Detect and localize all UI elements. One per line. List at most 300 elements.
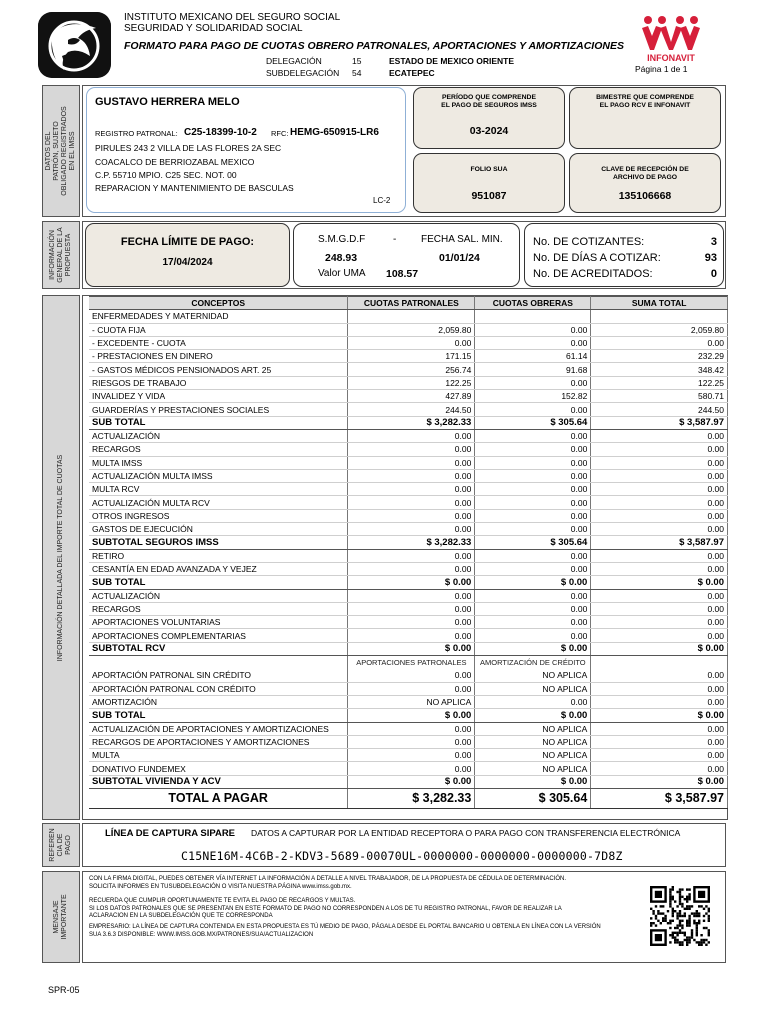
- qr-module: [650, 922, 652, 924]
- concept-cell: MULTA: [89, 749, 348, 762]
- amount-cell: 0.00: [348, 496, 475, 509]
- folio-value: 951087: [471, 190, 507, 202]
- qr-module: [676, 934, 678, 936]
- amount-cell: $ 305.64: [475, 536, 591, 549]
- qr-module: [652, 910, 654, 912]
- table-row: [89, 656, 728, 669]
- amount-cell: 0.00: [591, 695, 728, 708]
- table-row: [89, 695, 728, 708]
- amount-cell: 0.00: [591, 735, 728, 748]
- qr-module: [660, 905, 662, 907]
- qr-module: [693, 915, 695, 917]
- clave-value: 135106668: [618, 190, 672, 202]
- qr-module: [700, 934, 702, 936]
- amount-cell: 0.00: [475, 496, 591, 509]
- qr-module: [681, 905, 683, 907]
- concept-cell: APORTACIONES COMPLEMENTARIAS: [89, 629, 348, 642]
- qr-module: [676, 932, 678, 934]
- qr-module: [662, 920, 664, 922]
- patron-card: [86, 87, 406, 213]
- qr-module: [676, 905, 678, 907]
- amount-cell: 2,059.80: [348, 323, 475, 336]
- amount-cell: [348, 310, 475, 323]
- qr-finder-pattern: [655, 934, 662, 941]
- qr-module: [650, 924, 652, 926]
- qr-module: [698, 944, 700, 946]
- address-line-2: COACALCO DE BERRIOZABAL MEXICO: [95, 157, 255, 167]
- imss-logo: [38, 12, 111, 78]
- amount-cell: 0.00: [348, 602, 475, 615]
- qr-module: [686, 922, 688, 924]
- qr-module: [681, 927, 683, 929]
- qr-module: [688, 924, 690, 926]
- amount-cell: 0.00: [348, 682, 475, 695]
- qr-module: [688, 888, 690, 890]
- amount-cell: APORTACIONES PATRONALES: [348, 656, 475, 669]
- amount-cell: 91.68: [475, 363, 591, 376]
- amount-cell: 0.00: [475, 589, 591, 602]
- qr-module: [696, 915, 698, 917]
- page-indicator: Página 1 de 1: [635, 64, 688, 74]
- periodo-box: [413, 87, 565, 149]
- qr-module: [703, 915, 705, 917]
- qr-module: [676, 927, 678, 929]
- amount-cell: 0.00: [591, 762, 728, 775]
- qr-module: [676, 891, 678, 893]
- concept-cell: GUARDERÍAS Y PRESTACIONES SOCIALES: [89, 403, 348, 416]
- qr-module: [688, 898, 690, 900]
- qr-module: [669, 900, 671, 902]
- concept-cell: RECARGOS: [89, 443, 348, 456]
- amount-cell: 348.42: [591, 363, 728, 376]
- smgdf-dash: -: [393, 234, 397, 245]
- qr-module: [688, 893, 690, 895]
- concept-cell: - PRESTACIONES EN DINERO: [89, 350, 348, 363]
- table-row: [89, 456, 728, 469]
- qr-module: [679, 896, 681, 898]
- qr-module: [662, 905, 664, 907]
- concept-cell: RETIRO: [89, 549, 348, 562]
- amount-cell: 0.00: [348, 336, 475, 349]
- qr-module: [686, 924, 688, 926]
- qr-module: [691, 905, 693, 907]
- folio-box: [413, 153, 565, 213]
- qr-module: [674, 927, 676, 929]
- qr-module: [708, 934, 710, 936]
- amount-cell: AMORTIZACIÓN DE CRÉDITO: [475, 656, 591, 669]
- institute-subtitle: SEGURIDAD Y SOLIDARIDAD SOCIAL: [124, 23, 303, 34]
- subtotal-row: [89, 576, 728, 589]
- qr-module: [688, 922, 690, 924]
- qr-module: [703, 908, 705, 910]
- subtotal-row: [89, 416, 728, 429]
- qr-module: [686, 896, 688, 898]
- side-label-referencia-box: [42, 823, 80, 867]
- qr-module: [708, 941, 710, 943]
- amount-cell: $ 305.64: [475, 416, 591, 429]
- amount-cell: 0.00: [348, 429, 475, 442]
- subdelegacion-name: ECATEPEC: [389, 68, 435, 78]
- qr-module: [684, 898, 686, 900]
- qr-module: [652, 912, 654, 914]
- qr-module: [657, 910, 659, 912]
- subtotal-row: [89, 775, 728, 788]
- qr-module: [672, 912, 674, 914]
- amount-cell: 0.00: [591, 509, 728, 522]
- periodo-value: 03-2024: [469, 125, 509, 137]
- amount-cell: 0.00: [591, 602, 728, 615]
- qr-module: [703, 941, 705, 943]
- concept-cell: DONATIVO FUNDEMEX: [89, 762, 348, 775]
- concept-cell: GASTOS DE EJECUCIÓN: [89, 523, 348, 536]
- qr-module: [708, 908, 710, 910]
- qr-module: [708, 915, 710, 917]
- qr-module: [698, 941, 700, 943]
- registro-patronal: C25-18399-10-2: [184, 127, 257, 138]
- qr-module: [667, 922, 669, 924]
- amount-cell: 0.00: [591, 669, 728, 682]
- concept-cell: SUBTOTAL RCV: [89, 642, 348, 655]
- qr-module: [672, 934, 674, 936]
- side-label-patron-box: [42, 85, 80, 217]
- qr-module: [698, 915, 700, 917]
- qr-module: [669, 888, 671, 890]
- qr-module: [686, 936, 688, 938]
- qr-module: [708, 920, 710, 922]
- linea-captura: C15NE16M-4C6B-2-KDV3-5689-00070UL-0000000-0000000-0000000-7D8Z: [181, 849, 623, 863]
- qr-module: [691, 932, 693, 934]
- qr-module: [679, 891, 681, 893]
- qr-module: [681, 888, 683, 890]
- acreditados-label: No. DE ACREDITADOS:: [533, 268, 653, 280]
- qr-module: [698, 920, 700, 922]
- amount-cell: 0.00: [591, 429, 728, 442]
- subdelegacion-label: SUBDELEGACIÓN: [266, 68, 340, 78]
- qr-finder-pattern: [698, 891, 705, 898]
- qr-module: [679, 888, 681, 890]
- amount-cell: 256.74: [348, 363, 475, 376]
- qr-module: [681, 944, 683, 946]
- amount-cell: $ 0.00: [591, 642, 728, 655]
- concept-cell: AMORTIZACIÓN: [89, 695, 348, 708]
- smgdf-value: 248.93: [325, 252, 358, 264]
- amount-cell: NO APLICA: [475, 722, 591, 735]
- amount-cell: [475, 310, 591, 323]
- qr-module: [669, 934, 671, 936]
- amount-cell: 427.89: [348, 390, 475, 403]
- qr-module: [703, 920, 705, 922]
- uma-value: 108.57: [386, 268, 419, 280]
- concept-cell: SUB TOTAL: [89, 416, 348, 429]
- amount-cell: NO APLICA: [475, 669, 591, 682]
- amount-cell: 0.00: [591, 749, 728, 762]
- amount-cell: 0.00: [348, 629, 475, 642]
- qr-module: [679, 929, 681, 931]
- qr-module: [708, 929, 710, 931]
- acreditados-value: 0: [710, 268, 717, 280]
- concept-cell: APORTACIÓN PATRONAL SIN CRÉDITO: [89, 669, 348, 682]
- amount-cell: 0.00: [348, 616, 475, 629]
- qr-module: [705, 905, 707, 907]
- qr-module: [693, 920, 695, 922]
- amount-cell: 0.00: [591, 443, 728, 456]
- amount-cell: $ 3,282.33: [348, 788, 475, 808]
- qr-module: [686, 939, 688, 941]
- amount-cell: 232.29: [591, 350, 728, 363]
- form-code: SPR-05: [48, 985, 80, 995]
- qr-module: [698, 912, 700, 914]
- qr-module: [679, 922, 681, 924]
- amount-cell: 171.15: [348, 350, 475, 363]
- qr-module: [688, 917, 690, 919]
- qr-module: [672, 920, 674, 922]
- table-row: [89, 323, 728, 336]
- concept-cell: INVALIDEZ Y VIDA: [89, 390, 348, 403]
- qr-module: [705, 912, 707, 914]
- amount-cell: 0.00: [348, 483, 475, 496]
- qr-finder-pattern: [655, 891, 662, 898]
- amount-cell: [591, 310, 728, 323]
- amount-cell: $ 0.00: [591, 775, 728, 788]
- subtotal-row: [89, 642, 728, 655]
- qr-module: [672, 888, 674, 890]
- subtotal-row: [89, 709, 728, 722]
- fecha-limite-label: FECHA LÍMITE DE PAGO:: [120, 236, 255, 248]
- qr-module: [679, 910, 681, 912]
- qr-module: [700, 944, 702, 946]
- qr-module: [669, 898, 671, 900]
- qr-module: [688, 939, 690, 941]
- amount-cell: 0.00: [475, 429, 591, 442]
- qr-module: [650, 917, 652, 919]
- qr-module: [686, 905, 688, 907]
- qr-module: [679, 920, 681, 922]
- table-row: [89, 589, 728, 602]
- amount-cell: 0.00: [348, 669, 475, 682]
- qr-module: [674, 936, 676, 938]
- table-row: [89, 350, 728, 363]
- qr-module: [674, 939, 676, 941]
- qr-module: [684, 932, 686, 934]
- qr-module: [669, 903, 671, 905]
- amount-cell: 0.00: [591, 483, 728, 496]
- qr-module: [672, 936, 674, 938]
- table-row: [89, 669, 728, 682]
- subtotal-row: [89, 536, 728, 549]
- amount-cell: 0.00: [475, 376, 591, 389]
- qr-module: [686, 888, 688, 890]
- amount-cell: 0.00: [591, 469, 728, 482]
- concept-cell: ACTUALIZACIÓN DE APORTACIONES Y AMORTIZACIONES: [89, 722, 348, 735]
- registro-label: REGISTRO PATRONAL:: [95, 129, 178, 138]
- qr-code: [650, 886, 710, 946]
- qr-module: [676, 917, 678, 919]
- qr-module: [672, 896, 674, 898]
- dias-value: 93: [704, 252, 717, 264]
- rfc-label: RFC:: [271, 129, 289, 138]
- qr-module: [684, 912, 686, 914]
- qr-module: [652, 922, 654, 924]
- qr-module: [684, 934, 686, 936]
- amount-cell: 122.25: [348, 376, 475, 389]
- qr-module: [691, 929, 693, 931]
- qr-module: [696, 912, 698, 914]
- amount-cell: 0.00: [475, 629, 591, 642]
- qr-module: [672, 898, 674, 900]
- side-label-info-box: [42, 221, 80, 289]
- qr-module: [686, 908, 688, 910]
- qr-module: [662, 912, 664, 914]
- table-row: [89, 483, 728, 496]
- qr-module: [686, 900, 688, 902]
- qr-module: [679, 941, 681, 943]
- qr-module: [693, 912, 695, 914]
- qr-module: [700, 905, 702, 907]
- qr-module: [708, 910, 710, 912]
- qr-module: [650, 908, 652, 910]
- concept-cell: - CUOTA FIJA: [89, 323, 348, 336]
- qr-module: [674, 900, 676, 902]
- table-row: [89, 509, 728, 522]
- amount-cell: 0.00: [475, 616, 591, 629]
- qr-module: [679, 900, 681, 902]
- amount-cell: $ 3,282.33: [348, 536, 475, 549]
- infonavit-logo: [640, 14, 702, 64]
- qr-module: [698, 922, 700, 924]
- table-header-row: [89, 297, 728, 310]
- table-row: [89, 735, 728, 748]
- fecha-sal-label: FECHA SAL. MIN.: [421, 234, 503, 245]
- patron-name: GUSTAVO HERRERA MELO: [95, 96, 240, 108]
- qr-module: [681, 932, 683, 934]
- delegacion-number: 15: [352, 56, 362, 66]
- qr-module: [676, 939, 678, 941]
- qr-module: [672, 910, 674, 912]
- concept-cell: RECARGOS DE APORTACIONES Y AMORTIZACIONES: [89, 735, 348, 748]
- amount-cell: $ 3,587.97: [591, 416, 728, 429]
- amount-cell: 0.00: [475, 562, 591, 575]
- qr-module: [679, 893, 681, 895]
- bimestre-box: [569, 87, 721, 149]
- captura-frame: [82, 823, 726, 867]
- qr-module: [669, 927, 671, 929]
- side-label-referencia: REFEREN CIA DE PAGO: [49, 828, 72, 862]
- amount-cell: NO APLICA: [475, 749, 591, 762]
- qr-module: [679, 912, 681, 914]
- amount-cell: $ 0.00: [475, 576, 591, 589]
- qr-module: [696, 924, 698, 926]
- table-row: [89, 722, 728, 735]
- mensaje-paragraph-1: CON LA FIRMA DIGITAL, PUEDES OBTENER VÍA INTERNET LA INFORMACIÓN A DETALLE A NIVEL TRABAJADOR, DE LA PROPUESTA DE CÉDULA DE DETERMINACIÓN. SOLICITA INFORMES EN TUSUBDELEGACIÓN O VISITA NUESTRA PÁGINA www.imss.gob.mx.: [89, 876, 567, 890]
- amount-cell: 0.00: [475, 456, 591, 469]
- table-row: [89, 562, 728, 575]
- amount-cell: $ 0.00: [348, 775, 475, 788]
- qr-module: [688, 908, 690, 910]
- amount-cell: 0.00: [591, 336, 728, 349]
- table-row: [89, 496, 728, 509]
- amount-cell: 0.00: [475, 483, 591, 496]
- concept-cell: ACTUALIZACIÓN MULTA RCV: [89, 496, 348, 509]
- qr-module: [655, 915, 657, 917]
- concept-cell: SUB TOTAL: [89, 709, 348, 722]
- qr-module: [679, 903, 681, 905]
- amount-cell: 244.50: [348, 403, 475, 416]
- table-row: [89, 363, 728, 376]
- salarios-box: [293, 223, 520, 287]
- amount-cell: 0.00: [475, 469, 591, 482]
- fecha-limite-value: 17/04/2024: [162, 257, 213, 268]
- fecha-sal-value: 01/01/24: [439, 252, 480, 264]
- qr-module: [696, 941, 698, 943]
- concept-cell: SUBTOTAL SEGUROS IMSS: [89, 536, 348, 549]
- qr-module: [655, 917, 657, 919]
- folio-label: FOLIO SUA: [470, 166, 508, 173]
- qr-module: [676, 912, 678, 914]
- qr-module: [674, 910, 676, 912]
- amount-cell: 580.71: [591, 390, 728, 403]
- institute-name: INSTITUTO MEXICANO DEL SEGURO SOCIAL: [124, 12, 341, 23]
- table-row: [89, 336, 728, 349]
- amount-cell: $ 305.64: [475, 788, 591, 808]
- concept-cell: [89, 656, 348, 669]
- qr-module: [691, 936, 693, 938]
- qr-module: [688, 905, 690, 907]
- mensaje-paragraph-3: EMPRESARIO: LA LÍNEA DE CAPTURA CONTENIDA EN ESTA PROPUESTA ES TÚ MEDIO DE PAGO, PÁGALA DESDE EL PORTAL BANCARIO U OBTENLA EN LÍNEA CON LA VERSIÓN SUA 3.6.3 DISPONIBLE: WWW.IMSS.GOB.MX/PATRONES/SUA/ACTUALIZACION: [89, 924, 601, 938]
- qr-module: [708, 917, 710, 919]
- table-header-cell: SUMA TOTAL: [591, 297, 728, 310]
- clave-label: CLAVE DE RECEPCIÓN DE ARCHIVO DE PAGO: [601, 166, 689, 181]
- amount-cell: NO APLICA: [475, 682, 591, 695]
- amount-cell: 0.00: [591, 616, 728, 629]
- amount-cell: 0.00: [591, 496, 728, 509]
- mensaje-paragraph-2: RECUERDA QUE CUMPLIR OPORTUNAMENTE TE EVITA EL PAGO DE RECARGOS Y MULTAS. SI LOS DATOS PATRONALES QUE SE PRESENTAN EN ESTE FORMATO DE PAGO NO CORRESPONDEN A LOS DE TU REGISTRO PATRONAL, FAVOR DE REALIZAR LA ACLARACION EN LA SUBDELEGACIÓN QUE TE CORRESPONDA: [89, 898, 562, 919]
- side-label-detalle-box: [42, 295, 80, 820]
- amount-cell: $ 3,587.97: [591, 536, 728, 549]
- qr-module: [662, 917, 664, 919]
- qr-module: [660, 912, 662, 914]
- table-row: [89, 523, 728, 536]
- concept-cell: OTROS INGRESOS: [89, 509, 348, 522]
- qr-module: [676, 941, 678, 943]
- amount-cell: $ 3,587.97: [591, 788, 728, 808]
- qr-module: [686, 898, 688, 900]
- amount-cell: 0.00: [591, 562, 728, 575]
- fecha-limite-box: [85, 223, 290, 287]
- amount-cell: 0.00: [591, 589, 728, 602]
- qr-module: [700, 941, 702, 943]
- qr-module: [708, 932, 710, 934]
- concept-cell: SUB TOTAL: [89, 576, 348, 589]
- qr-module: [664, 915, 666, 917]
- concept-cell: TOTAL A PAGAR: [89, 788, 348, 808]
- qr-module: [657, 912, 659, 914]
- amount-cell: 0.00: [591, 722, 728, 735]
- amount-cell: 0.00: [348, 549, 475, 562]
- table-row: [89, 629, 728, 642]
- lc-code: LC-2: [373, 196, 391, 205]
- amount-cell: 61.14: [475, 350, 591, 363]
- amount-cell: 0.00: [591, 523, 728, 536]
- amount-cell: 0.00: [348, 456, 475, 469]
- amount-cell: $ 0.00: [475, 709, 591, 722]
- qr-module: [676, 924, 678, 926]
- qr-module: [669, 941, 671, 943]
- side-label-patron: DATOS DEL PATRÓN, SUJETO OBLIGADO REGISTRADOS EN EL IMSS: [45, 106, 76, 196]
- dias-label: No. DE DÍAS A COTIZAR:: [533, 252, 661, 264]
- qr-module: [669, 896, 671, 898]
- concept-cell: ACTUALIZACIÓN: [89, 589, 348, 602]
- subdelegacion-number: 54: [352, 68, 362, 78]
